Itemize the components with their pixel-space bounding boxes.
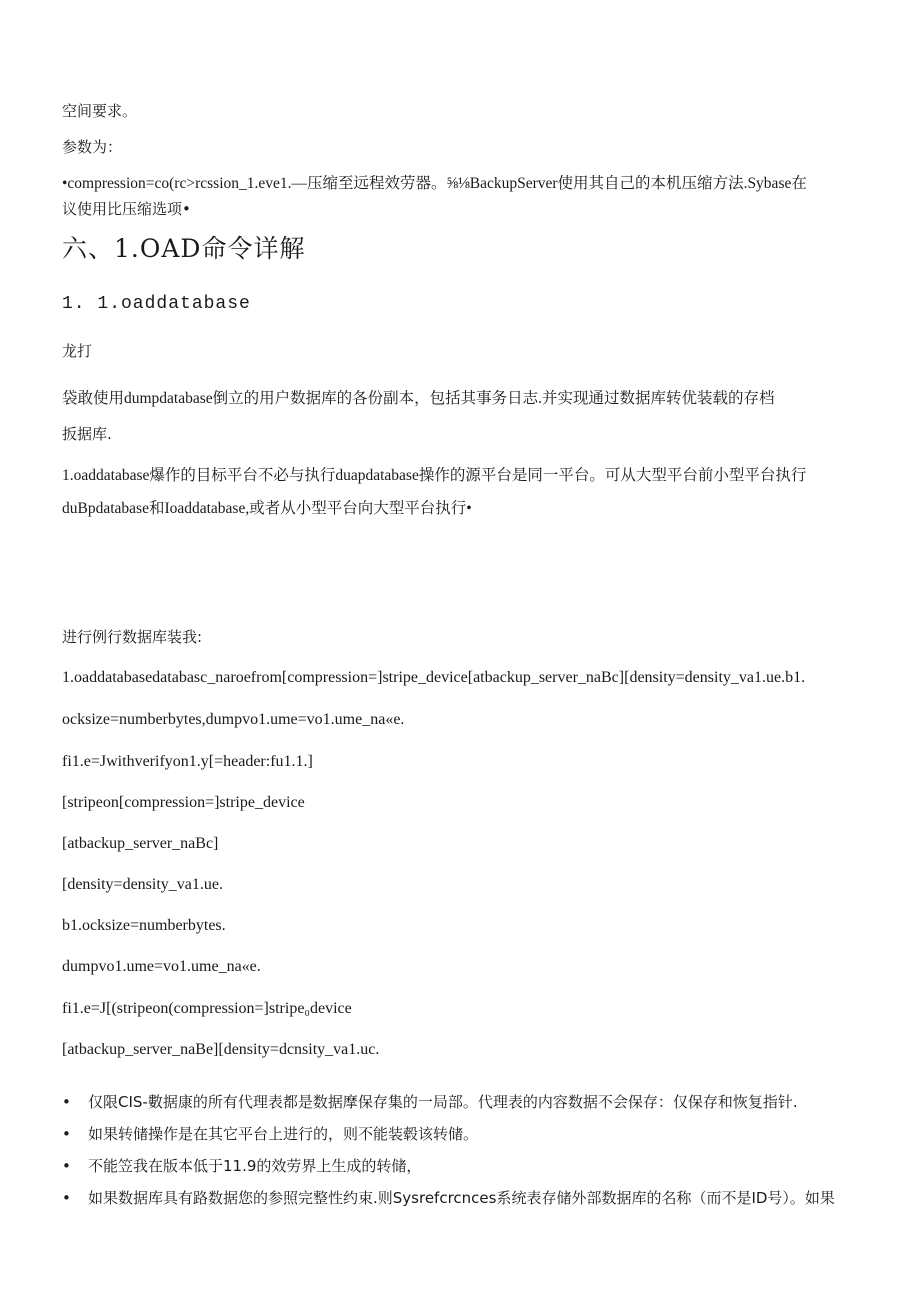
text-compression-line-1: •compression=co(rc>rcssion_1.eve1.—压缩至远程效劳器。⅝⅛BackupServer使用其自己的本机压缩方法.Sybase在 xyxy=(62,175,807,192)
syntax-line-1: 1.oaddatabasedatabasc_naroefrom[compression=]stripe_device[atbackup_server_naBc][density=density_va1.ue.b1. xyxy=(62,669,806,686)
list-item xyxy=(62,1155,862,1187)
text-note-line-2: duBpdatabase和Ioaddatabase,或者从小型平台向大型平台执行• xyxy=(62,500,472,517)
syntax-line-2: ocksize=numberbytes,dumpvo1.ume=vo1.ume_na«e. xyxy=(62,711,405,728)
notes-bullet-list xyxy=(62,1091,862,1219)
text-parameters-label: 参数为： xyxy=(62,138,123,156)
syntax-line-6: [density=density_va1.ue. xyxy=(62,876,223,893)
list-item xyxy=(62,1091,862,1123)
syntax-line-10: [atbackup_server_naBe][density=dcnsity_va1.uc. xyxy=(62,1041,380,1058)
bullet-marker: • xyxy=(62,1093,71,1111)
list-item-text: 不能笠我在版本低于11.9的效劳界上生成的转储， xyxy=(88,1157,422,1175)
list-item xyxy=(62,1187,862,1219)
syntax-line-3: fi1.e=Jwithverifyon1.y[=header:fu1.1.] xyxy=(62,753,313,770)
text-compression-line-2: 议使用比压缩选项• xyxy=(62,200,191,218)
bullet-marker: • xyxy=(62,1125,71,1143)
syntax-line-9: fi1.e=J[(stripeon(compression=]stripe₀device xyxy=(62,1000,352,1017)
text-routine-load-label: 进行例行数据库装我: xyxy=(62,628,203,646)
list-item-text: 如果数据库具有路数据您的参照完整性约束.则Sysrefcrcnces系统表存储外部数据库的名称（而不是ID号）。如果 xyxy=(88,1189,835,1207)
text-space-requirement: 空间要求。 xyxy=(62,102,138,120)
text-description-line-2: 扳据库. xyxy=(62,425,112,443)
text-description-line-1: 袋敢使用dumpdatabase倒立的用户数据库的各份副本，包括其事务日志.并实现通过数据库转优装载的存档 xyxy=(62,390,775,407)
text-function-label: 龙打 xyxy=(62,342,93,360)
bullet-marker: • xyxy=(62,1189,71,1207)
syntax-line-5: [atbackup_server_naBc] xyxy=(62,835,219,852)
syntax-line-4: [stripeon[compression=]stripe_device xyxy=(62,794,305,811)
syntax-line-7: b1.ocksize=numberbytes. xyxy=(62,917,226,934)
section-heading: 六、1.OAD命令详解 xyxy=(62,234,306,263)
list-item xyxy=(62,1123,862,1155)
list-item-text: 如果转储操作是在其它平台上进行的，则不能装毂该转储。 xyxy=(88,1125,479,1143)
bullet-marker: • xyxy=(62,1157,71,1175)
subsection-heading: 1. 1.oaddatabase xyxy=(62,294,251,314)
text-note-line-1: 1.oaddatabase爆作的目标平台不必与执行duapdatabase操作的源平台是同一平台。可从大型平台前小型平台执行 xyxy=(62,467,807,484)
list-item-text: 仅限CIS-數据康的所有代理表都是数据摩保存集的一局部。代理表的内容数据不会保存：仅保存和恢复指针. xyxy=(88,1093,798,1111)
syntax-line-8: dumpvo1.ume=vo1.ume_na«e. xyxy=(62,958,261,975)
